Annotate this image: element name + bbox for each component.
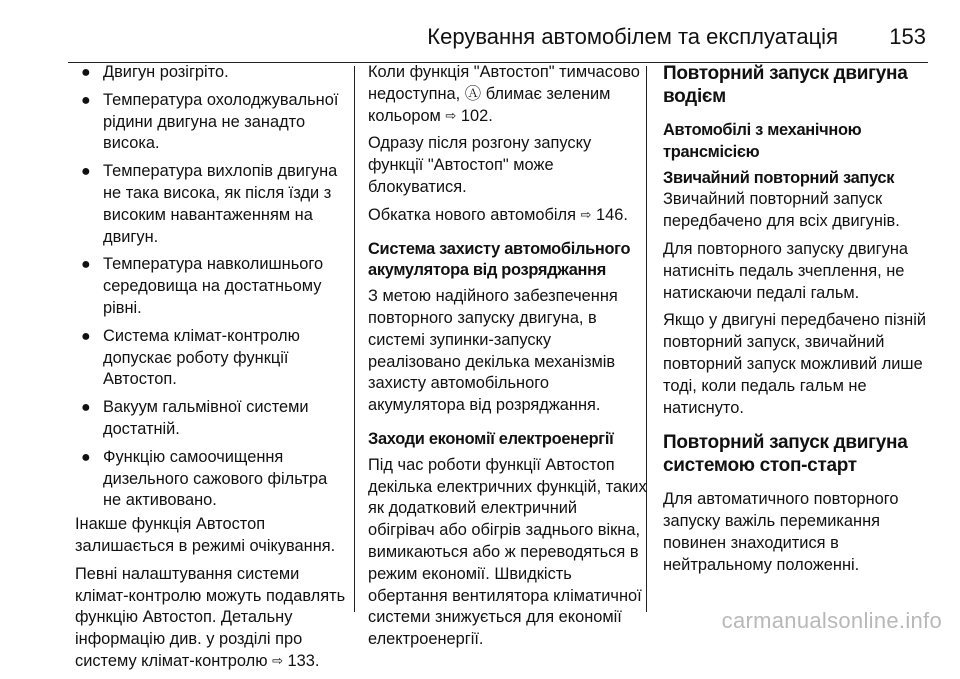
list-item xyxy=(75,326,347,391)
bullet-icon: ● xyxy=(81,64,91,81)
bullet-icon: ● xyxy=(81,163,91,181)
paragraph xyxy=(75,564,347,673)
watermark: carmanualsonline.info xyxy=(721,608,942,633)
list-item xyxy=(75,254,347,319)
list-item-text: Температура охолоджувальної рідини двигуна не занадто висока. xyxy=(103,90,339,153)
paragraph-text: Обкатка нового автомобіля xyxy=(368,205,576,224)
page-reference[interactable]: 102. xyxy=(460,106,493,125)
page-number: 153 xyxy=(889,24,926,49)
section-heading: Система захисту автомобільного акумулятора від розряджання xyxy=(368,239,631,280)
list-item-text: Система клімат-контролю допускає роботу функції Автостоп. xyxy=(103,326,300,389)
paragraph: Звичайний повторний запуск передбачено для всіх двигунів. xyxy=(663,190,900,231)
list-item xyxy=(75,90,347,155)
paragraph: Для повторного запуску двигуна натисніть педаль зчеплення, не натискаючи педалі гальм. xyxy=(663,239,909,302)
list-item-text: Двигун розігріто. xyxy=(103,63,229,81)
autostop-indicator-icon: Ⓐ xyxy=(464,84,482,103)
subsection-heading: Автомобілі з механічною трансмісією xyxy=(663,121,862,161)
bullet-icon: ● xyxy=(81,91,91,109)
paragraph: Для автоматичного повторного запуску важіль перемикання повинен знаходитися в нейтральному положенні. xyxy=(663,490,899,574)
bullet-icon: ● xyxy=(81,399,91,417)
column-right xyxy=(663,62,935,583)
paragraph-text: Коли функція "Автостоп" тимчасово недоступна, xyxy=(368,63,640,103)
bullet-icon: ● xyxy=(81,448,91,466)
conditions-list xyxy=(75,62,347,512)
paragraph-text: блимає зеленим кольором xyxy=(368,84,611,125)
page-reference[interactable]: 146. xyxy=(596,205,628,224)
page-reference[interactable]: 133. xyxy=(287,651,320,670)
column-left xyxy=(75,62,347,679)
list-item xyxy=(75,447,347,512)
section-title: Повторний запуск двигуна водієм xyxy=(663,63,908,107)
list-item xyxy=(75,62,347,84)
list-item-text: Температура навколишнього середовища на достатньому рівні. xyxy=(103,255,324,317)
column-divider xyxy=(354,66,355,612)
paragraph: З метою надійного забезпечення повторного запуску двигуна, в системі зупинки-запуску реалізовано декілька механізмів захисту автомобільного акумулятора від розряджання. xyxy=(368,287,618,415)
list-item xyxy=(75,397,347,441)
paragraph-text: Певні налаштування системи клімат-контролю можуть подавлять функцію Автостоп. Детальну інформацію див. у розділі про систему клімат-контролю xyxy=(75,564,346,670)
paragraph: Під час роботи функції Автостоп декілька електричних функцій, таких як додатковий електричний обігрівач або обігрів заднього вікна, вимикаються або ж переводяться в режим економії. Швидкість обертання вентилятора кліматичної системи знижується для економії електроенергії. xyxy=(368,455,647,649)
list-item xyxy=(75,161,347,248)
page-header xyxy=(68,22,928,63)
paragraph: Якщо у двигуні передбачено пізній повторний запуск, звичайний повторний запуск можливий лише тоді, коли педаль гальм не натиснуто. xyxy=(663,311,927,417)
section-title: Повторний запуск двигуна системою стоп-старт xyxy=(663,432,908,477)
section-heading: Заходи економії електроенергії xyxy=(368,429,614,448)
bullet-icon: ● xyxy=(81,256,91,274)
paragraph: Одразу після розгону запуску функції "Автостоп" може блокуватися. xyxy=(368,134,592,196)
list-item-text: Функцію самоочищення дизельного сажового фільтра не активовано. xyxy=(103,447,328,510)
bullet-icon: ● xyxy=(81,327,91,345)
page-ref-arrow-icon: ⇨ xyxy=(580,206,592,222)
paragraph: Інакше функція Автостоп залишається в режимі очікування. xyxy=(75,515,336,555)
page-ref-arrow-icon: ⇨ xyxy=(445,107,457,123)
page-ref-arrow-icon: ⇨ xyxy=(272,652,283,668)
list-item-text: Вакуум гальмівної системи достатній. xyxy=(103,398,309,438)
subsection-heading: Звичайний повторний запуск xyxy=(663,168,895,187)
column-middle xyxy=(368,62,648,657)
header-title: Керування автомобілем та експлуатація xyxy=(427,24,838,49)
paragraph xyxy=(368,205,648,227)
paragraph xyxy=(368,62,648,127)
list-item-text: Температура вихлопів двигуна не така висока, як після їзди з високим навантаженням на двигун. xyxy=(103,162,338,246)
